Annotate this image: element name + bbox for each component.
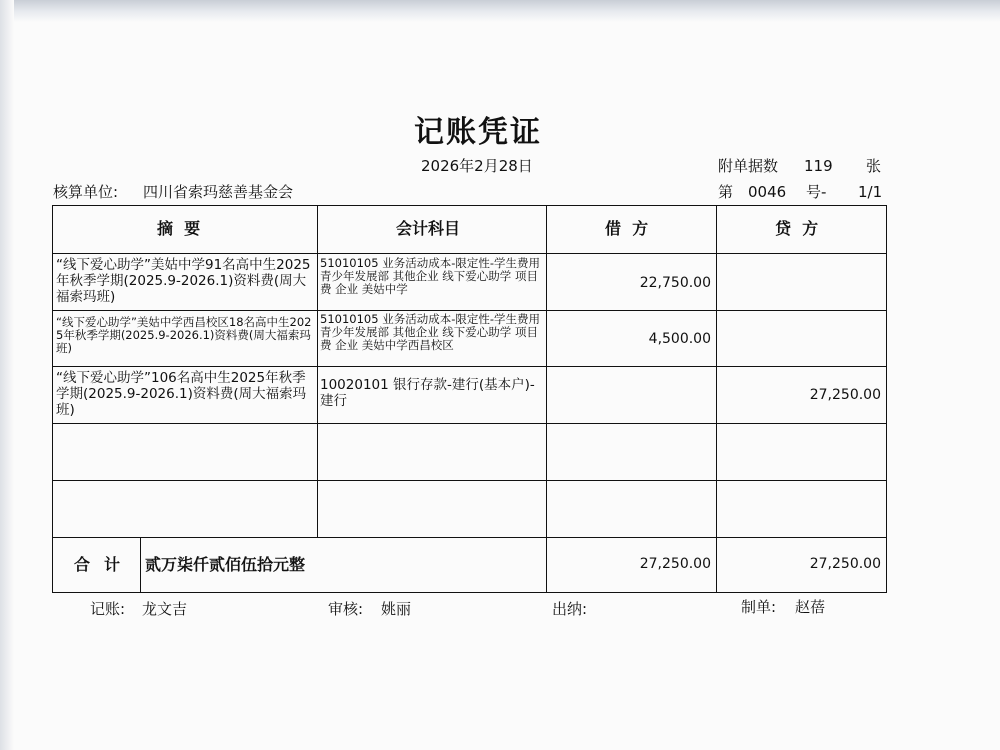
col-divider — [716, 205, 717, 593]
row-divider — [52, 480, 887, 481]
org-label: 核算单位: — [53, 183, 119, 201]
header-summary: 摘 要 — [157, 219, 201, 238]
bookkeeper-name: 龙文吉 — [142, 600, 188, 618]
table-border-top — [52, 205, 887, 206]
voucher-number-label: 第 — [718, 183, 734, 201]
row-divider — [52, 253, 887, 254]
scan-edge-left — [0, 0, 14, 750]
row-3-account: 10020101 银行存款-建行(基本户)-建行 — [320, 377, 535, 409]
voucher-table — [52, 205, 887, 593]
total-credit: 27,250.00 — [809, 556, 881, 572]
col-divider-total — [140, 537, 141, 593]
row-2-summary: “线下爱心助学”美姑中学西昌校区18名高中生2025年秋季学期(2025.9-2026.1)资料费(周大福索玛班) — [56, 316, 312, 355]
preparer-label: 制单: — [741, 598, 777, 616]
row-3-credit: 27,250.00 — [809, 387, 881, 403]
preparer-name: 赵蓓 — [795, 598, 826, 616]
voucher-date: 2026年2月28日 — [421, 157, 533, 175]
row-divider — [52, 423, 887, 424]
col-divider — [317, 205, 318, 537]
header-debit: 借 方 — [605, 219, 649, 238]
voucher-number-suffix: 号- — [806, 183, 827, 201]
header-credit: 贷 方 — [775, 219, 819, 238]
total-in-words: 贰万柒仟贰佰伍拾元整 — [145, 555, 306, 574]
table-border-right — [886, 205, 887, 593]
total-label: 合计 — [74, 555, 135, 574]
row-divider — [52, 366, 887, 367]
row-1-summary: “线下爱心助学”美姑中学91名高中生2025年秋季学期(2025.9-2026.1)资料费(周大福索玛班) — [56, 257, 311, 305]
attachments-label: 附单据数 — [718, 157, 779, 175]
voucher-title: 记账凭证 — [414, 115, 542, 150]
row-1-account: 51010105 业务活动成本-限定性-学生费用 青少年发展部 其他企业 线下爱心助学 项目费 企业 美姑中学 — [320, 257, 540, 296]
row-3-summary: “线下爱心助学”106名高中生2025年秋季学期(2025.9-2026.1)资料费(周大福索玛班) — [56, 370, 307, 418]
voucher-number: 0046 — [748, 183, 787, 201]
row-divider — [52, 537, 887, 538]
reviewer-name: 姚丽 — [381, 600, 412, 618]
col-divider — [546, 205, 547, 593]
reviewer-label: 审核: — [328, 600, 364, 618]
row-divider — [52, 310, 887, 311]
row-1-debit: 22,750.00 — [639, 275, 711, 291]
cashier-label: 出纳: — [552, 600, 588, 618]
table-border-left — [52, 205, 53, 593]
row-2-account: 51010105 业务活动成本-限定性-学生费用 青少年发展部 其他企业 线下爱心助学 项目费 企业 美姑中学西昌校区 — [320, 313, 540, 352]
bookkeeper-label: 记账: — [90, 600, 126, 618]
header-account: 会计科目 — [396, 219, 461, 238]
table-border-bottom — [52, 592, 887, 593]
attachments-count: 119 — [804, 157, 833, 175]
row-2-debit: 4,500.00 — [648, 331, 711, 347]
scan-edge-top — [0, 0, 1000, 22]
attachments-unit: 张 — [866, 157, 882, 175]
org-name: 四川省索玛慈善基金会 — [143, 183, 294, 201]
total-debit: 27,250.00 — [639, 556, 711, 572]
voucher-page: 1/1 — [858, 183, 883, 201]
